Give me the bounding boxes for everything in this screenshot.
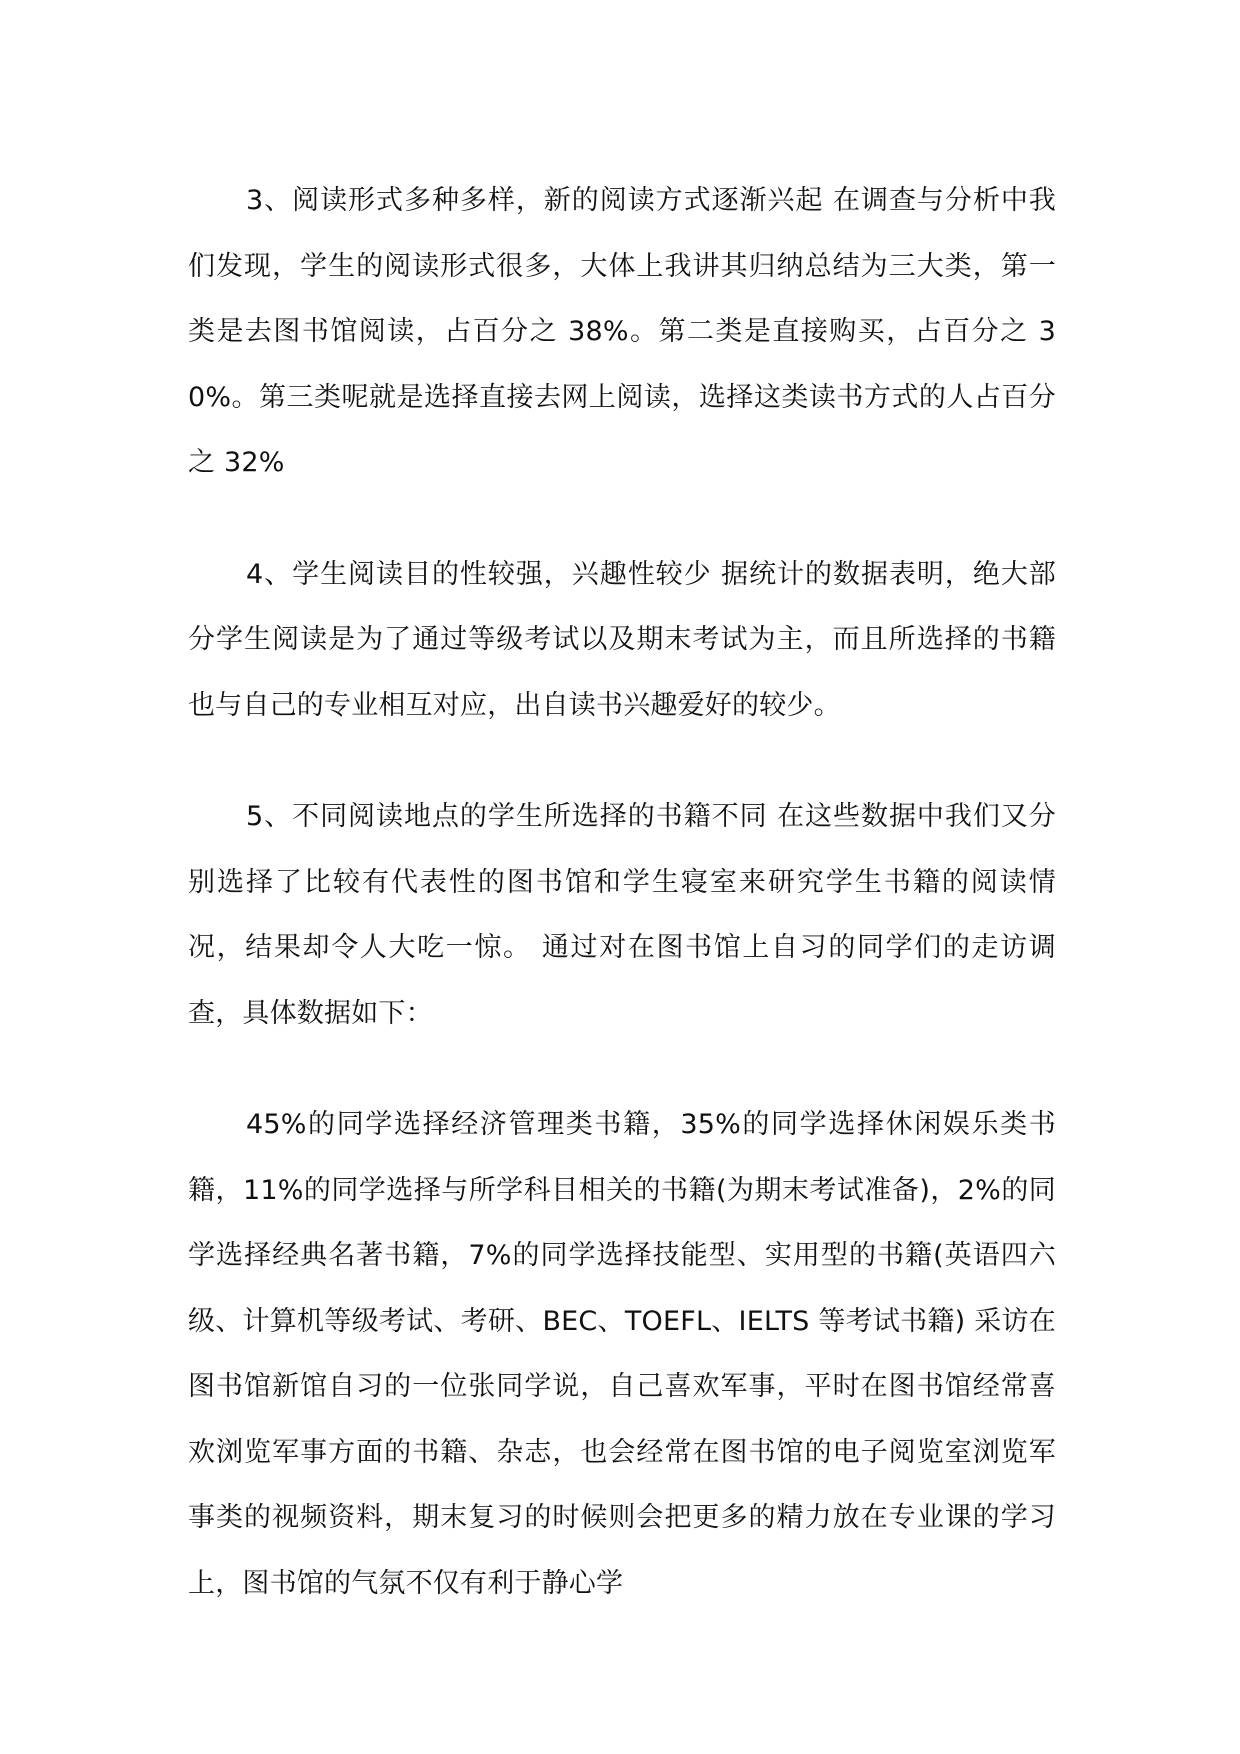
document-body (188, 168, 1056, 1616)
paragraph-reading-locations: 5、不同阅读地点的学生所选择的书籍不同 在这些数据中我们又分别选择了比较有代表性的图书馆和学生寝室来研究学生书籍的阅读情况，结果却令人大吃一惊。 通过对在图书馆上自习的同学们的走访调查，具体数据如下： (188, 801, 1056, 1029)
paragraph-reading-purpose: 4、学生阅读目的性较强，兴趣性较少 据统计的数据表明，绝大部分学生阅读是为了通过等级考试以及期末考试为主，而且所选择的书籍也与自己的专业相互对应，出自读书兴趣爱好的较少。 (188, 558, 1056, 721)
paragraph-library-data: 45%的同学选择经济管理类书籍，35%的同学选择休闲娱乐类书籍，11%的同学选择与所学科目相关的书籍(为期末考试准备)，2%的同学选择经典名著书籍，7%的同学选择技能型、实用型的书籍(英语四六级、计算机等级考试、考研、BEC、TOEFL、IELTS 等考试书籍) 采访在图书馆新馆自习的一位张同学说，自己喜欢军事，平时在图书馆经常喜欢浏览军事方面的书籍、杂志，也会经常在图书馆的电子阅览室浏览军事类的视频资料，期末复习的时候则会把更多的精力放在专业课的学习上，图书馆的气氛不仅有利于静心学 (188, 1109, 1056, 1599)
paragraph-reading-forms: 3、阅读形式多种多样，新的阅读方式逐渐兴起 在调查与分析中我们发现，学生的阅读形式很多，大体上我讲其归纳总结为三大类，第一类是去图书馆阅读，占百分之 38%。第二类是直接购买，占百分之 30%。第三类呢就是选择直接去网上阅读，选择这类读书方式的人占百分之 32% (188, 185, 1056, 478)
